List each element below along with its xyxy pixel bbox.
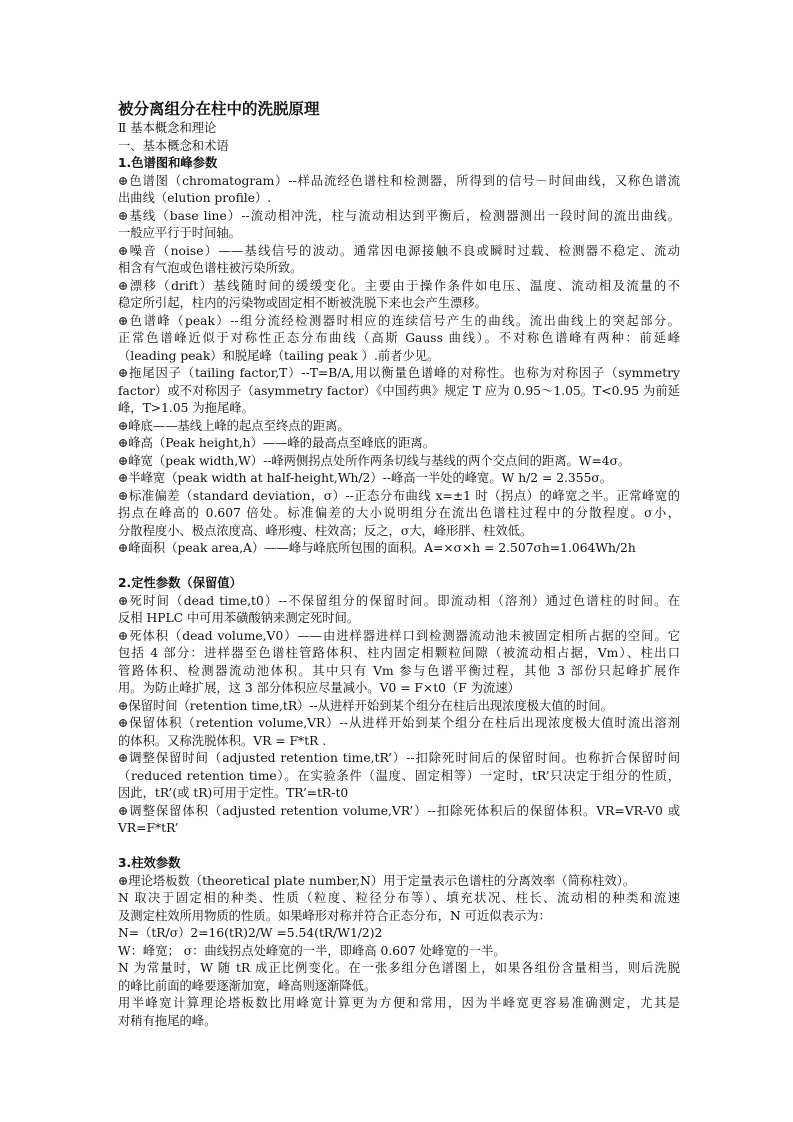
text-line: 的峰比前面的峰要逐渐加宽，峰高则逐渐降低。: [118, 978, 377, 993]
text-line: 用半峰宽计算理论塔板数比用峰宽计算更为方便和常用，因为半峰宽更容易准确测定，尤其是: [118, 996, 680, 1010]
text-line: ⊕调整保留时间（adjusted retention time,tR’）--扣除死时间后的保留时间。也称折合保留时间: [118, 751, 680, 765]
text-line: 分散程度小、极点浓度高、峰形瘦、柱效高；反之，σ大，峰形胖、柱效低。: [118, 523, 533, 538]
paragraph: [118, 435, 680, 453]
paragraph: [118, 943, 680, 961]
document-page: [118, 99, 680, 1030]
text-line: N=（tR/σ）2=16(tR)2/W =5.54(tR/W1/2)2: [118, 926, 383, 940]
text-line: 出曲线（elution profile）.: [118, 191, 272, 205]
paragraph: [118, 593, 680, 628]
paragraph: [118, 715, 680, 750]
text-line: 一般应平行于时间轴。: [118, 226, 241, 240]
paragraph: [118, 243, 680, 278]
text-line: 对稍有拖尾的峰。: [118, 1013, 217, 1028]
text-line: 拐点在峰高的 0.607 倍处。标准偏差的大小说明组分在流出色谱柱过程中的分散程度。σ小，: [118, 506, 680, 520]
text-line: ⊕峰宽（peak width,W）--峰两侧拐点处所作两条切线与基线的两个交点间的距离。W=4σ。: [118, 453, 631, 468]
text-line: ⊕色谱峰（peak）--组分流经检测器时相应的连续信号产生的曲线。流出曲线上的突起部分。: [118, 313, 680, 328]
section-heading: 1.色谱图和峰参数: [118, 156, 218, 170]
paragraph: [118, 803, 680, 838]
text-line: ⊕标准偏差（standard deviation，σ）--正态分布曲线 x=±1 时（拐点）的峰宽之半。正常峰宽的: [118, 488, 680, 503]
text-line: 峰，T>1.05 为拖尾峰。: [118, 401, 254, 415]
paragraph: [118, 453, 680, 471]
text-line: 的体积。又称洗脱体积。VR = F*tR .: [118, 733, 327, 748]
blank-line: [118, 838, 680, 856]
text-line: ⊕保留体积（retention volume,VR）--从进样开始到某个组分在柱后出现浓度极大值时流出溶剂: [118, 716, 680, 730]
blank-line: [118, 558, 680, 576]
text-line: ⊕调整保留体积（adjusted retention volume,VR’）--扣除死体积后的保留体积。VR=VR-V0 或: [118, 803, 680, 818]
text-line: ⊕死时间（dead time,t0）--不保留组分的保留时间。即流动相（溶剂）通过色谱柱的时间。在: [118, 593, 680, 608]
section-heading: 3.柱效参数: [118, 856, 181, 870]
paragraph: [118, 698, 680, 716]
text-line: 一、基本概念和术语: [118, 138, 229, 153]
text-line: 因此，tR’(或 tR)可用于定性。TR’=tR-t0: [118, 786, 349, 800]
text-line: 包括 4 部分：进样器至色谱柱管路体积、柱内固定相颗粒间隙（被流动相占据，Vm）、柱出口: [118, 646, 680, 660]
text-line: 稳定所引起，柱内的污染物或固定相不断被洗脱下来也会产生漂移。: [118, 296, 487, 310]
paragraph: [118, 120, 680, 138]
text-line: W：峰宽； σ：曲线拐点处峰宽的一半，即峰高 0.607 处峰宽的一半。: [118, 943, 506, 958]
paragraph: [118, 313, 680, 366]
text-line: 管路体积、检测器流动池体积。其中只有 Vm 参与色谱平衡过程，其他 3 部份只起峰扩展作: [118, 663, 680, 678]
paragraph: [118, 488, 680, 541]
paragraph: [118, 750, 680, 803]
text-line: ⊕峰底——基线上峰的起点至终点的距离。: [118, 418, 350, 433]
text-line: ⊕死体积（dead volume,V0）——由进样器进样口到检测器流动池未被固定相所占据的空间。它: [118, 628, 680, 643]
paragraph: [118, 995, 680, 1030]
text-line: 及测定柱效所用物质的性质。如果峰形对称并符合正态分布，N 可近似表示为：: [118, 908, 551, 923]
text-line: ⊕半峰宽（peak width at half-height,Wh/2）--峰高一半处的峰宽。W h/2 = 2.355σ。: [118, 471, 613, 485]
paragraph: [118, 925, 680, 943]
text-line: Ⅱ 基本概念和理论: [118, 121, 217, 135]
text-line: ⊕色谱图（chromatogram）--样品流经色谱柱和检测器，所得到的信号－时间曲线，又称色谱流: [118, 173, 680, 188]
text-line: （reduced retention time）。在实验条件（温度、固定相等）一定时，tR’只决定于组分的性质，: [118, 768, 680, 783]
section-heading: 2.定性参数（保留值）: [118, 576, 242, 590]
paragraph: [118, 890, 680, 925]
paragraph: [118, 540, 680, 558]
text-line: ⊕基线（base line）--流动相冲洗，柱与流动相达到平衡后，检测器测出一段时间的流出曲线。: [118, 208, 680, 223]
paragraph: [118, 470, 680, 488]
document-title: 被分离组分在柱中的洗脱原理: [118, 100, 320, 118]
text-line: ⊕峰面积（peak area,A）——峰与峰底所包围的面积。A=×σ×h = 2.507σh=1.064Wh/2h: [118, 541, 636, 555]
text-line: ⊕拖尾因子（tailing factor,T）--T=B/A,用以衡量色谱峰的对称性。也称为对称因子（symmetry: [118, 366, 680, 380]
document-body: [118, 120, 680, 1030]
text-line: ⊕理论塔板数（theoretical plate number,N）用于定量表示色谱柱的分离效率（简称柱效）。: [118, 873, 636, 888]
text-line: （leading peak）和脱尾峰（tailing peak ）.前者少见。: [118, 348, 440, 363]
text-line: 相含有气泡或色谱柱被污染所致。: [118, 261, 303, 275]
text-line: 正常色谱峰近似于对称性正态分布曲线（高斯 Gauss 曲线）。不对称色谱峰有两种：前延峰: [118, 331, 680, 345]
paragraph: [118, 960, 680, 995]
text-line: factor）或不对称因子（asymmetry factor）《中国药典》规定 T 应为 0.95～1.05。T<0.95 为前延: [118, 383, 680, 398]
text-line: ⊕保留时间（retention time,tR）--从进样开始到某个组分在柱后出现浓度极大值的时间。: [118, 698, 613, 713]
text-line: VR=F*tR’: [118, 821, 179, 835]
paragraph: [118, 418, 680, 436]
text-line: N 为常量时，W 随 tR 成正比例变化。在一张多组分色谱图上，如果各组份含量相当，则后洗脱: [118, 961, 680, 975]
paragraph: [118, 138, 680, 156]
paragraph: [118, 278, 680, 313]
text-line: 反相 HPLC 中可用苯磺酸钠来测定死时间。: [118, 611, 360, 625]
paragraph: [118, 628, 680, 698]
text-line: N 取决于固定相的种类、性质（粒度、粒径分布等）、填充状况、柱长、流动相的种类和流速: [118, 891, 680, 905]
paragraph: [118, 873, 680, 891]
text-line: 用。为防止峰扩展，这 3 部分体积应尽量减小。V0 = F×t0（F 为流速）: [118, 681, 520, 695]
text-line: ⊕峰高（Peak height,h）——峰的最高点至峰底的距离。: [118, 436, 436, 450]
paragraph: [118, 208, 680, 243]
paragraph: [118, 365, 680, 418]
text-line: ⊕噪音（noise）——基线信号的波动。通常因电源接触不良或瞬时过载、检测器不稳定、流动: [118, 243, 680, 258]
text-line: ⊕漂移（drift）基线随时间的缓缓变化。主要由于操作条件如电压、温度、流动相及流量的不: [118, 278, 680, 293]
paragraph: [118, 173, 680, 208]
